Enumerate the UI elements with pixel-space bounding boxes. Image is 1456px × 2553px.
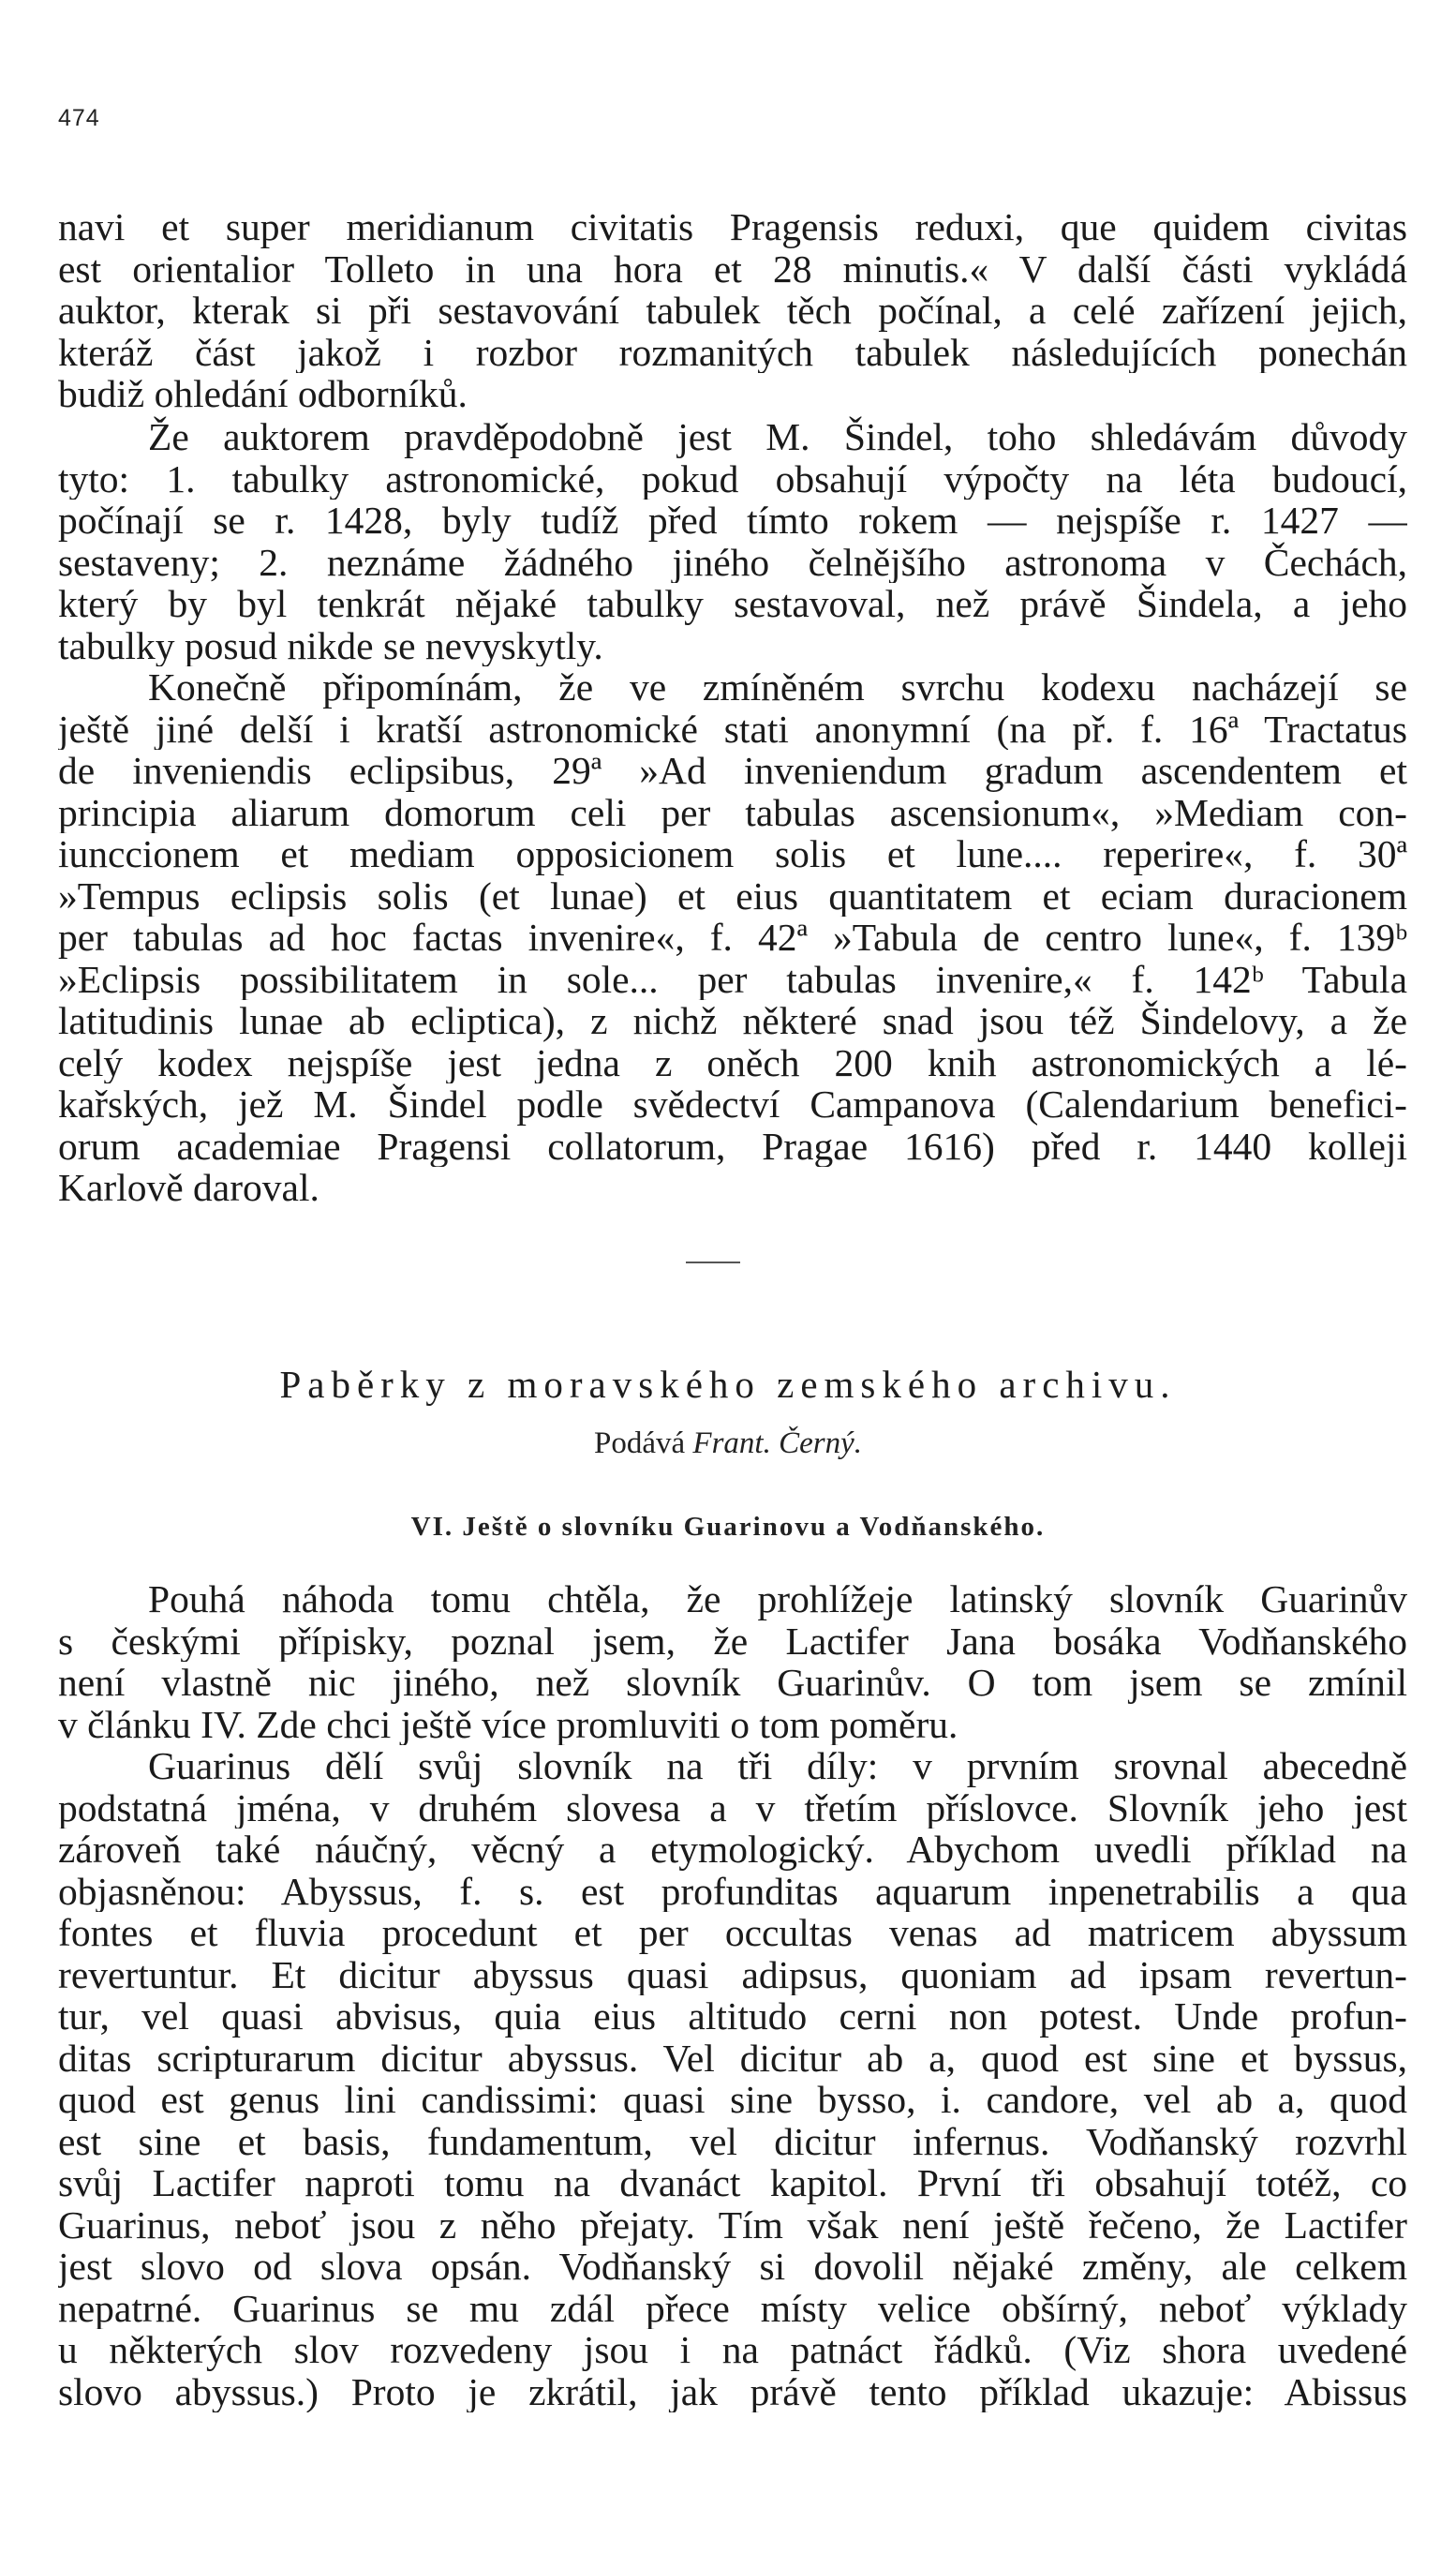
text-line: iunccionem et mediam opposicionem solis et lune.... reperire«, f. 30ª — [58, 833, 1407, 875]
text-line: est sine et basis, fundamentum, vel dicitur infernus. Vodňanský rozvrhl — [58, 2120, 1407, 2162]
text-line: latitudinis lunae ab ecliptica), z nichž některé snad jsou též Šindelovy, a že — [58, 1000, 1407, 1042]
text-line: budiž ohledání odborníků. — [58, 373, 468, 415]
text-line: kařských, jež M. Šindel podle svědectví Campanova (Calendarium benefici- — [58, 1083, 1407, 1126]
text-line: orum academiae Pragensi collatorum, Pragae 1616) před r. 1440 kolleji — [58, 1125, 1407, 1167]
text-line: tur, vel quasi abvisus, quia eius altitudo cerni non potest. Unde profun- — [58, 1995, 1407, 2038]
text-line: Karlově daroval. — [58, 1167, 319, 1209]
page-number: 474 — [58, 105, 100, 131]
text-line: není vlastně nic jiného, než slovník Guarinův. O tom jsem se zmínil — [58, 1662, 1407, 1704]
text-line: quod est genus lini candissimi: quasi sine bysso, i. candore, vel ab a, quod — [58, 2079, 1407, 2121]
text-line: podstatná jména, v druhém slovesa a v třetím příslovce. Slovník jeho jest — [58, 1786, 1407, 1829]
text-line: »Tempus eclipsis solis (et lunae) et eius quantitatem et eciam duracionem — [58, 874, 1407, 917]
paragraph-4 — [58, 1578, 1407, 1745]
text-line: ještě jiné delší i kratší astronomické stati anonymní (na př. f. 16ª Tractatus — [58, 708, 1407, 750]
text-line: tyto: 1. tabulky astronomické, pokud obsahují výpočty na léta budoucí, — [58, 457, 1407, 500]
paragraph-1 — [58, 206, 1407, 415]
text-line: nepatrné. Guarinus se mu zdál přece místy velice obšírný, neboť výklady — [58, 2287, 1407, 2329]
text-line: »Eclipsis possibilitatem in sole... per tabulas invenire,« f. 142ᵇ Tabula — [58, 958, 1407, 1000]
text-line: ditas scripturarum dicitur abyssus. Vel dicitur ab a, quod est sine et byssus, — [58, 2037, 1407, 2079]
text-line: sestaveny; 2. neznáme žádného jiného čelnějšího astronoma v Čechách, — [58, 541, 1407, 583]
text-line: revertuntur. Et dicitur abyssus quasi adipsus, quoniam ad ipsam revertun- — [58, 1953, 1407, 1995]
text-line: jest slovo od slova opsán. Vodňanský si dovolil nějaké změny, ale celkem — [58, 2246, 1407, 2288]
section-title: Paběrky z moravského zemského archivu. — [279, 1363, 1177, 1406]
byline — [0, 1426, 1456, 1461]
text-line: Že auktorem pravděpodobně jest M. Šindel, toho shledávám důvody — [148, 416, 1407, 458]
paragraph-3 — [58, 666, 1407, 1209]
text-line: počínají se r. 1428, byly tudíž před tímto rokem — nejspíše r. 1427 — — [58, 500, 1407, 542]
text-line: v článku IV. Zde chci ještě více promluviti o tom poměru. — [58, 1703, 958, 1745]
byline-prefix: Podává — [594, 1426, 686, 1460]
text-line: est orientalior Tolleto in una hora et 28 minutis.« V další části vykládá — [58, 247, 1407, 290]
text-line: objasněnou: Abyssus, f. s. est profunditas aquarum inpenetrabilis a qua — [58, 1870, 1407, 1912]
author-name: Frant. Černý. — [692, 1426, 862, 1460]
text-line: svůj Lactifer naproti tomu na dvanáct kapitol. První tři obsahují totéž, co — [58, 2162, 1407, 2204]
text-line: Pouhá náhoda tomu chtěla, že prohlížeje latinský slovník Guarinův — [148, 1578, 1407, 1620]
text-line: kteráž část jakož i rozbor rozmanitých tabulek následujících ponechán — [58, 331, 1407, 373]
text-line: navi et super meridianum civitatis Pragensis reduxi, que quidem civitas — [58, 206, 1407, 248]
text-line: fontes et fluvia procedunt et per occultas venas ad matricem abyssum — [58, 1912, 1407, 1954]
text-line: de inveniendis eclipsibus, 29ª »Ad inveniendum gradum ascendentem et — [58, 750, 1407, 792]
text-line: s českými přípisky, poznal jsem, že Lactifer Jana bosáka Vodňanského — [58, 1620, 1407, 1662]
text-line: principia aliarum domorum celi per tabulas ascensionum«, »Mediam con- — [58, 791, 1407, 833]
text-line: slovo abyssus.) Proto je zkrátil, jak právě tento příklad ukazuje: Abissus — [58, 2370, 1407, 2412]
text-line: který by byl tenkrát nějaké tabulky sestavoval, než právě Šindela, a jeho — [58, 583, 1407, 625]
paragraph-2 — [58, 416, 1407, 666]
paragraph-5 — [58, 1745, 1407, 2412]
text-line: Guarinus dělí svůj slovník na tři díly: v prvním srovnal abecedně — [148, 1745, 1407, 1787]
text-line: Guarinus, neboť jsou z něho přejaty. Tím však není ještě řečeno, že Lactifer — [58, 2203, 1407, 2246]
text-line: zároveň také náučný, věcný a etymologický. Abychom uvedli příklad na — [58, 1829, 1407, 1871]
section-divider — [686, 1262, 740, 1263]
text-line: u některých slov rozvedeny jsou i na patnáct řádků. (Viz shora uvedené — [58, 2329, 1407, 2371]
text-line: celý kodex nejspíše jest jedna z oněch 200 knih astronomických a lé- — [58, 1041, 1407, 1083]
section-subtitle: VI. Ještě o slovníku Guarinovu a Vodňanského. — [410, 1512, 1046, 1542]
text-line: per tabulas ad hoc factas invenire«, f. 42ª »Tabula de centro lune«, f. 139ᵇ — [58, 917, 1407, 959]
text-line: auktor, kterak si při sestavování tabulek těch počínal, a celé zařízení jejich, — [58, 290, 1407, 332]
text-line: tabulky posud nikde se nevyskytly. — [58, 624, 603, 666]
text-line: Konečně připomínám, že ve zmíněném svrchu kodexu nacházejí se — [148, 666, 1407, 709]
